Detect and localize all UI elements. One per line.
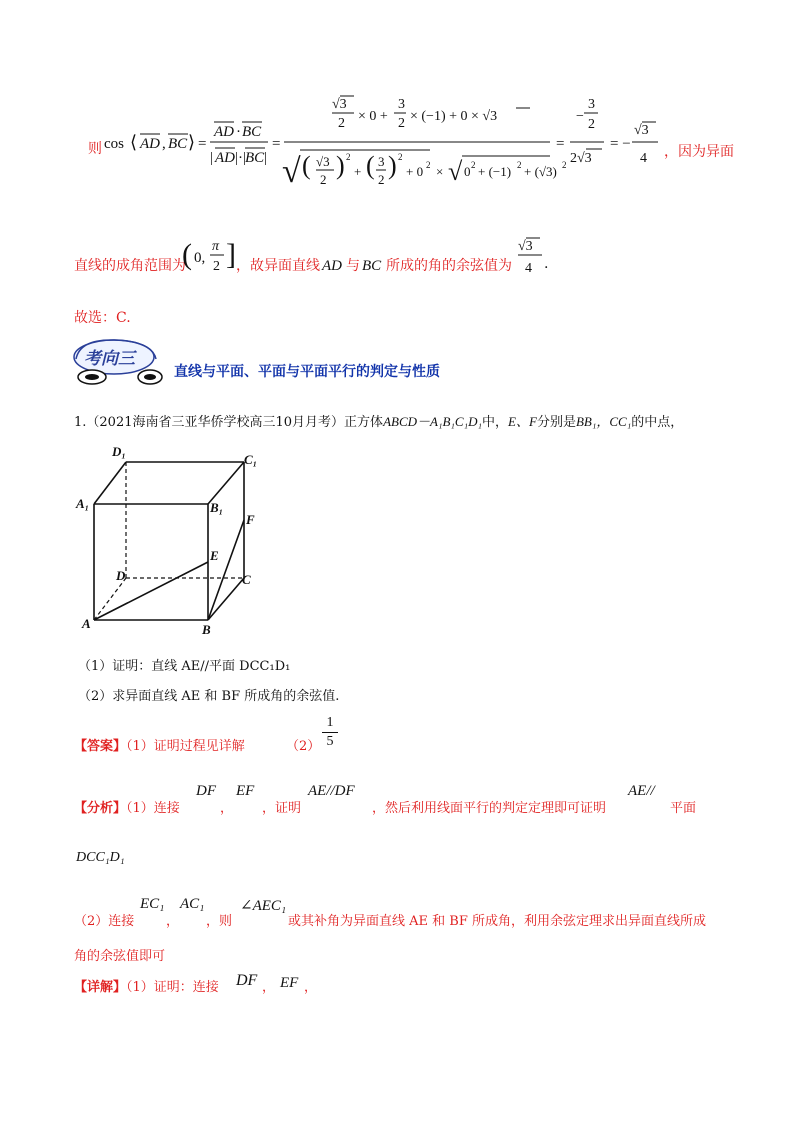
svg-text:=: = bbox=[272, 136, 281, 152]
answer-num: 1 bbox=[326, 715, 334, 730]
detail-end: ， bbox=[304, 980, 318, 995]
range-end: . bbox=[544, 256, 549, 272]
problem-text-a: 正方体 bbox=[344, 415, 384, 430]
svg-text:3: 3 bbox=[378, 154, 385, 169]
svg-text:): ) bbox=[336, 151, 345, 180]
question-1: （1）证明：直线 AE//平面 DCC₁D₁ bbox=[78, 659, 291, 674]
range-text-3: 所成的角的余弦值为 bbox=[386, 258, 512, 274]
svg-text:4: 4 bbox=[525, 261, 532, 276]
svg-text:·: · bbox=[236, 124, 241, 140]
svg-text:0: 0 bbox=[464, 164, 471, 179]
analysis-q2c: 或其补角为异面直线 AE 和 BF 所成角，利用余弦定理求出异面直线所成 bbox=[288, 914, 706, 929]
svg-text:+ (√3): + (√3) bbox=[524, 164, 557, 179]
range-text-1: 直线的成角范围为 bbox=[74, 258, 186, 274]
analysis-ef: EF bbox=[236, 783, 255, 799]
interval-math bbox=[182, 232, 242, 278]
label-a: A bbox=[82, 616, 91, 631]
svg-text:√3: √3 bbox=[634, 123, 649, 138]
svg-text:2: 2 bbox=[378, 172, 385, 187]
section-title: 直线与平面、平面与平面平行的判定与性质 bbox=[174, 364, 440, 380]
label-f: F bbox=[246, 512, 255, 527]
detail-df: DF bbox=[236, 972, 258, 989]
svg-text:3: 3 bbox=[398, 97, 405, 112]
answer-part2-label: （2） bbox=[286, 739, 321, 754]
label-e: E bbox=[210, 548, 219, 563]
analysis-q2d: 角的余弦值即可 bbox=[74, 949, 166, 964]
label-b1: B₁ bbox=[210, 500, 224, 515]
analysis-tag bbox=[74, 797, 180, 816]
svg-text:2: 2 bbox=[517, 160, 522, 170]
svg-text:× 0 +: × 0 + bbox=[358, 109, 388, 124]
ad-label: AD bbox=[322, 258, 342, 274]
detail-comma: ， bbox=[262, 980, 276, 995]
label-d1: D₁ bbox=[112, 444, 126, 459]
svg-text:2: 2 bbox=[213, 259, 220, 274]
svg-text:(: ( bbox=[366, 151, 375, 180]
detail-ef: EF bbox=[280, 975, 299, 991]
analysis-ac1: AC₁ bbox=[180, 896, 205, 912]
svg-text:2√3: 2√3 bbox=[570, 151, 592, 166]
range-yu: 与 bbox=[346, 258, 360, 274]
problem-source: （2021海南省三亚华侨学校高三10月月考） bbox=[86, 415, 345, 430]
svg-text:,: , bbox=[162, 136, 166, 152]
problem-text-c: 分别是 bbox=[536, 415, 576, 430]
svg-text:2: 2 bbox=[398, 116, 405, 131]
analysis-angle: ∠AEC₁ bbox=[240, 898, 287, 914]
svg-text:+: + bbox=[354, 164, 362, 179]
cube-figure bbox=[72, 442, 272, 638]
formula-suffix: ，因为异面 bbox=[664, 144, 734, 160]
svg-text:|·|: |·| bbox=[235, 150, 247, 166]
svg-text:4: 4 bbox=[640, 151, 647, 166]
svg-text:2: 2 bbox=[588, 117, 595, 132]
analysis-plane: DCC₁D₁ bbox=[76, 850, 125, 865]
svg-text:(: ( bbox=[302, 151, 311, 180]
svg-text:√3: √3 bbox=[332, 97, 347, 112]
detail-line bbox=[74, 976, 219, 995]
svg-text:√3: √3 bbox=[518, 239, 533, 254]
svg-text:√: √ bbox=[282, 153, 301, 190]
analysis-p1: （1）连接 bbox=[126, 801, 180, 816]
svg-text:=: = bbox=[556, 136, 565, 152]
analysis-q2a: （2）连接 bbox=[74, 914, 135, 929]
analysis-p4: 平面 bbox=[670, 801, 697, 816]
analysis-label: 【分析】 bbox=[74, 801, 127, 816]
answer-tag: 【答案】 bbox=[74, 739, 127, 754]
svg-text:0,: 0, bbox=[194, 250, 206, 266]
svg-text:): ) bbox=[388, 151, 397, 180]
points-ef: E、F bbox=[508, 414, 537, 429]
svg-text:2: 2 bbox=[346, 152, 351, 162]
label-c: C bbox=[242, 572, 251, 587]
svg-text:cos: cos bbox=[104, 136, 124, 152]
svg-text:2: 2 bbox=[426, 160, 431, 170]
analysis-ae-par: AE// bbox=[628, 783, 655, 799]
svg-text:×: × bbox=[436, 164, 444, 179]
svg-text:AD: AD bbox=[215, 150, 235, 166]
analysis-comma1: ， bbox=[220, 801, 234, 816]
detail-p1: （1）证明：连接 bbox=[126, 980, 219, 995]
svg-text:−: − bbox=[576, 109, 584, 124]
question-2: （2）求异面直线 AE 和 BF 所成角的余弦值. bbox=[78, 689, 340, 704]
detail-tag: 【详解】 bbox=[74, 980, 127, 995]
svg-text:3: 3 bbox=[588, 97, 595, 112]
analysis-parallel: AE//DF bbox=[308, 783, 355, 799]
svg-text:⟩: ⟩ bbox=[188, 132, 196, 152]
problem-text-d: 的中点， bbox=[631, 415, 684, 430]
analysis-p3: ，然后利用线面平行的判定定理即可证明 bbox=[372, 801, 607, 816]
edges: BB₁，CC₁ bbox=[575, 414, 632, 429]
cube-name: ABCD－A₁B₁C₁D₁ bbox=[383, 414, 483, 429]
svg-text:=: = bbox=[198, 136, 207, 152]
answer-line bbox=[74, 735, 245, 754]
choice-text: 故选：C. bbox=[74, 310, 131, 326]
answer-den: 5 bbox=[322, 732, 338, 751]
svg-text:]: ] bbox=[226, 238, 236, 271]
svg-text:2: 2 bbox=[320, 172, 327, 187]
svg-text:√3: √3 bbox=[316, 154, 330, 169]
svg-text:2: 2 bbox=[338, 116, 345, 131]
label-d: D bbox=[116, 568, 126, 583]
svg-text:2: 2 bbox=[471, 160, 476, 170]
svg-text:π: π bbox=[212, 239, 220, 254]
svg-text:⟨: ⟨ bbox=[130, 132, 138, 152]
svg-text:BC: BC bbox=[168, 136, 188, 152]
label-c1: C₁ bbox=[244, 452, 258, 467]
analysis-q2b: ，则 bbox=[206, 914, 233, 929]
analysis-ec1: EC₁ bbox=[140, 896, 165, 912]
svg-text:2: 2 bbox=[562, 160, 567, 170]
svg-text:× (−1) + 0 × √3: × (−1) + 0 × √3 bbox=[410, 109, 498, 124]
svg-text:2: 2 bbox=[398, 152, 403, 162]
cosine-formula bbox=[104, 90, 664, 190]
problem-text-b: 中， bbox=[482, 415, 509, 430]
range-value bbox=[516, 232, 549, 278]
svg-text:√: √ bbox=[448, 157, 463, 186]
formula-prefix: 则 bbox=[88, 141, 102, 157]
svg-text:AD: AD bbox=[214, 124, 234, 140]
analysis-p2: ，证明 bbox=[262, 801, 302, 816]
problem-line bbox=[74, 411, 683, 430]
analysis-df: DF bbox=[196, 783, 216, 799]
svg-text:(: ( bbox=[182, 238, 192, 271]
svg-text:= −: = − bbox=[610, 136, 631, 152]
svg-text:AD: AD bbox=[140, 136, 160, 152]
bc-label: BC bbox=[362, 258, 382, 274]
svg-text:BC: BC bbox=[242, 124, 262, 140]
svg-text:+ (−1): + (−1) bbox=[478, 164, 512, 179]
analysis-comma2: ， bbox=[166, 914, 180, 929]
svg-text:+ 0: + 0 bbox=[406, 164, 424, 179]
section-badge-text: 考向三 bbox=[84, 349, 135, 369]
label-b: B bbox=[202, 622, 211, 637]
svg-text:BC: BC bbox=[245, 150, 265, 166]
svg-text:|: | bbox=[264, 150, 268, 166]
answer-fraction bbox=[322, 714, 338, 751]
svg-text:|: | bbox=[210, 150, 214, 166]
answer-part1: （1）证明过程见详解 bbox=[126, 739, 245, 754]
problem-number: 1. bbox=[74, 415, 87, 430]
range-text-2: ，故异面直线 bbox=[236, 258, 320, 274]
label-a1: A₁ bbox=[76, 496, 90, 511]
